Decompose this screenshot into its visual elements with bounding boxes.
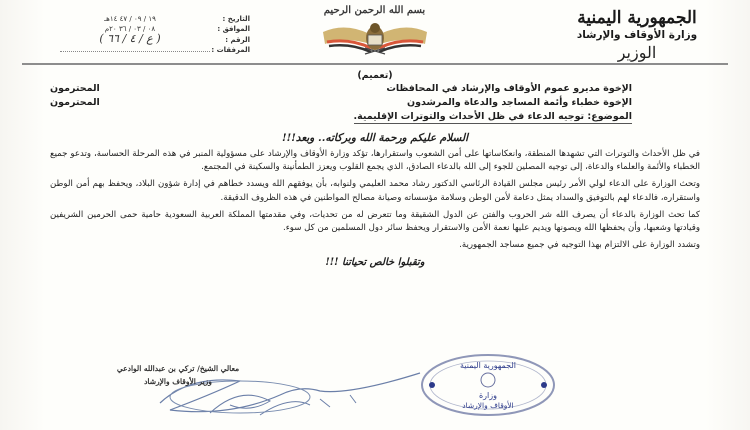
signatory xyxy=(98,362,258,388)
addressee-text: الإخوة مديرو عموم الأوقاف والإرشاد في المحافظات xyxy=(386,83,632,94)
ministry-name: وزارة الأوقاف والإرشاد xyxy=(576,29,698,41)
corresponding-value: ٠٨ / ٠٣ / ٣٦ ٢٠م xyxy=(104,25,156,33)
subject-line xyxy=(50,110,700,124)
date-label: التاريخ : xyxy=(222,15,250,23)
signatory-title: وزير الأوقاف والإرشاد xyxy=(144,377,212,386)
paragraph: في ظل الأحداث والتوترات التي تشهدها المنطقة، وانعكاساتها على أمن الشعوب واستقرارها، تؤكد وزارة الأوقاف والإرشاد على مسؤولية المنبر في هذه المرحلة الحساسة، وتدعو جميع الخطباء والأئمة والعلماء والدعاة، إلى توجيه المصلين للجوء إلى الله بالدعاء الصادق، الذي يجمع القلوب ويعزز الطمأنينة والسكينة في المجتمع. xyxy=(50,149,700,173)
office-name: الوزير xyxy=(617,43,657,62)
stamp-middle-text: وزارة xyxy=(478,391,498,400)
stamp-top-text: الجمهورية اليمنية xyxy=(459,361,517,370)
meta-date-row xyxy=(50,14,250,24)
header-divider xyxy=(22,63,728,65)
signatory-name: معالي الشيخ/ تركي بن عبدالله الوادعي xyxy=(116,364,240,373)
paragraph: وتشدد الوزارة على الالتزام بهذا التوجيه في جميع مساجد الجمهورية. xyxy=(459,240,700,251)
addressee-line xyxy=(50,82,700,96)
number-label: الرقم : xyxy=(225,36,250,44)
paragraph: كما تحث الوزارة بالدعاء أن يصرف الله شر الحروب والفتن عن الدول الشقيقة وما تتعرض له من تحديات، وفي مقدمتها المملكة العربية السعودية حامية حمى الحرمين الشريفين وقيادتها وشعبها، وأن يحفظها الله ويصونها ويديم عليها نعمة الأمن والاستقرار ويحفظ سائر دول المسلمين من كل سوء. xyxy=(50,209,700,234)
date-value: ١٩ / ٠٩ / ٤٧ ١٤هـ xyxy=(104,15,156,23)
addressee-honorific: المحترمون xyxy=(50,97,100,108)
corresponding-label: الموافق : xyxy=(217,25,250,33)
official-stamp-icon xyxy=(418,352,558,418)
closing: وتقبلوا خالص تحياتنا !!! xyxy=(325,257,425,269)
meta-attachments-row xyxy=(50,45,250,55)
addressee-line xyxy=(50,96,700,110)
attachments-label: المرفقات : xyxy=(211,46,250,54)
stamp-bottom-text: الأوقاف والإرشاد xyxy=(462,401,514,410)
letterhead-right xyxy=(552,8,722,63)
letter-type: (تعميم) xyxy=(357,70,393,81)
number-value: ( ع / ٤ / ٦٦ ) xyxy=(99,32,161,45)
basmala: بسم الله الرحمن الرحيم xyxy=(323,5,426,16)
letterhead-emblem xyxy=(307,4,442,59)
attachments-blank xyxy=(60,45,210,52)
meta-number-row xyxy=(50,34,250,45)
letter-body xyxy=(50,70,700,270)
letter-meta xyxy=(50,14,250,55)
greeting: السلام عليكم ورحمة الله وبركاته.. وبعد!!! xyxy=(281,132,469,144)
paragraph: وتحث الوزارة على الدعاء لولي الأمر رئيس مجلس القيادة الرئاسي الدكتور رشاد محمد العليمي ولنوابه، بأن يوفقهم الله ويسدد خطاهم في إدارة شؤون البلاد، ويحفظ بهم أمن الوطن واستقراره، فالدعاء لهم بالتوفيق والسداد يمثل دعامة لأمن الوطن وسلامة مؤسساته وصيانة مصالح المواطنين في هذه الظروف الدقيقة. xyxy=(50,179,700,203)
subject-text: الموضوع: توجيه الدعاء في ظل الأحداث والتوترات الإقليمية. xyxy=(353,111,632,122)
yemen-eagle-emblem-icon xyxy=(315,18,435,58)
republic-name: الجمهورية اليمنية xyxy=(577,8,697,28)
addressee-text: الإخوة خطباء وأئمة المساجد والدعاة والمرشدون xyxy=(406,97,632,108)
addressee-honorific: المحترمون xyxy=(50,83,100,94)
